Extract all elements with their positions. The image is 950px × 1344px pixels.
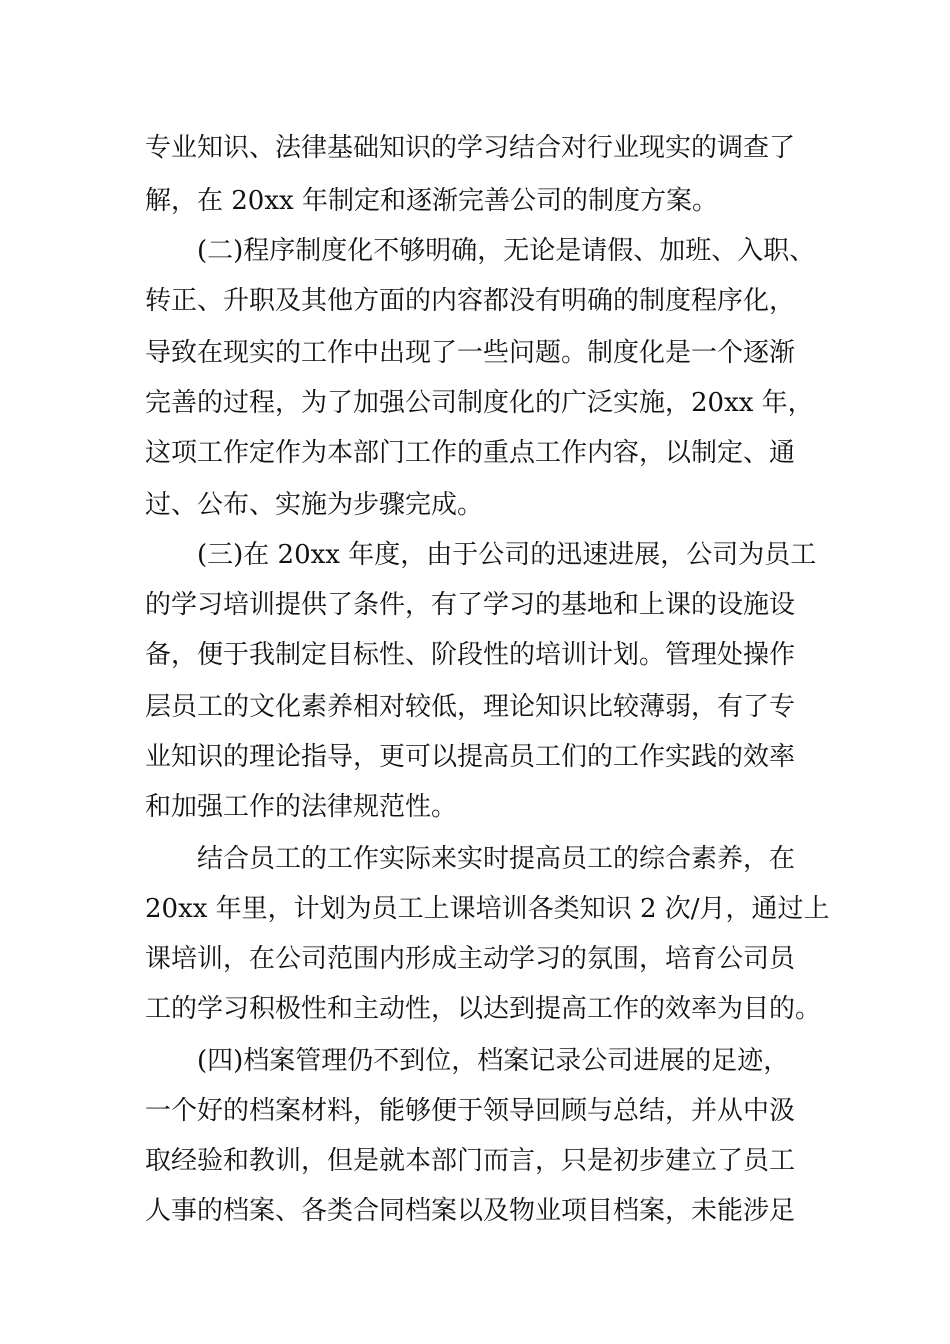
text-line: 的学习培训提供了条件，有了学习的基地和上课的设施设 [145, 590, 796, 620]
text-line: 导致在现实的工作中出现了一些问题。制度化是一个逐渐 [145, 338, 796, 368]
text-line: 课培训，在公司范围内形成主动学习的氛围，培育公司员 [145, 944, 796, 974]
text-line: 人事的档案、各类合同档案以及物业项目档案，未能涉足 [145, 1196, 796, 1226]
text-line: 工的学习积极性和主动性，以达到提高工作的效率为目的。 [145, 994, 822, 1024]
text-line: 结合员工的工作实际来实时提高员工的综合素养，在 [145, 844, 796, 874]
text-line: 20xx 年里，计划为员工上课培训各类知识 2 次/月，通过上 [145, 894, 830, 924]
text-line: 过、公布、实施为步骤完成。 [145, 490, 484, 520]
text-line: (二)程序制度化不够明确，无论是请假、加班、入职、 [145, 236, 816, 266]
text-line: 业知识的理论指导，更可以提高员工们的工作实践的效率 [145, 742, 796, 772]
text-line: 这项工作定作为本部门工作的重点工作内容，以制定、通 [145, 438, 796, 468]
text-line: 取经验和教训，但是就本部门而言，只是初步建立了员工 [145, 1146, 796, 1176]
text-line: 一个好的档案材料，能够便于领导回顾与总结，并从中汲 [145, 1096, 796, 1126]
text-line: 层员工的文化素养相对较低，理论知识比较薄弱，有了专 [145, 692, 796, 722]
text-line: (三)在 20xx 年度，由于公司的迅速进展，公司为员工 [145, 540, 817, 570]
text-line: 完善的过程，为了加强公司制度化的广泛实施，20xx 年， [145, 388, 814, 418]
text-line: 和加强工作的法律规范性。 [145, 792, 458, 822]
text-line: (四)档案管理仍不到位，档案记录公司进展的足迹， [145, 1046, 790, 1076]
text-line: 解，在 20xx 年制定和逐渐完善公司的制度方案。 [145, 186, 718, 216]
text-line: 转正、升职及其他方面的内容都没有明确的制度程序化， [145, 286, 796, 316]
text-line: 专业知识、法律基础知识的学习结合对行业现实的调查了 [145, 133, 796, 163]
text-line: 备，便于我制定目标性、阶段性的培训计划。管理处操作 [145, 640, 796, 670]
